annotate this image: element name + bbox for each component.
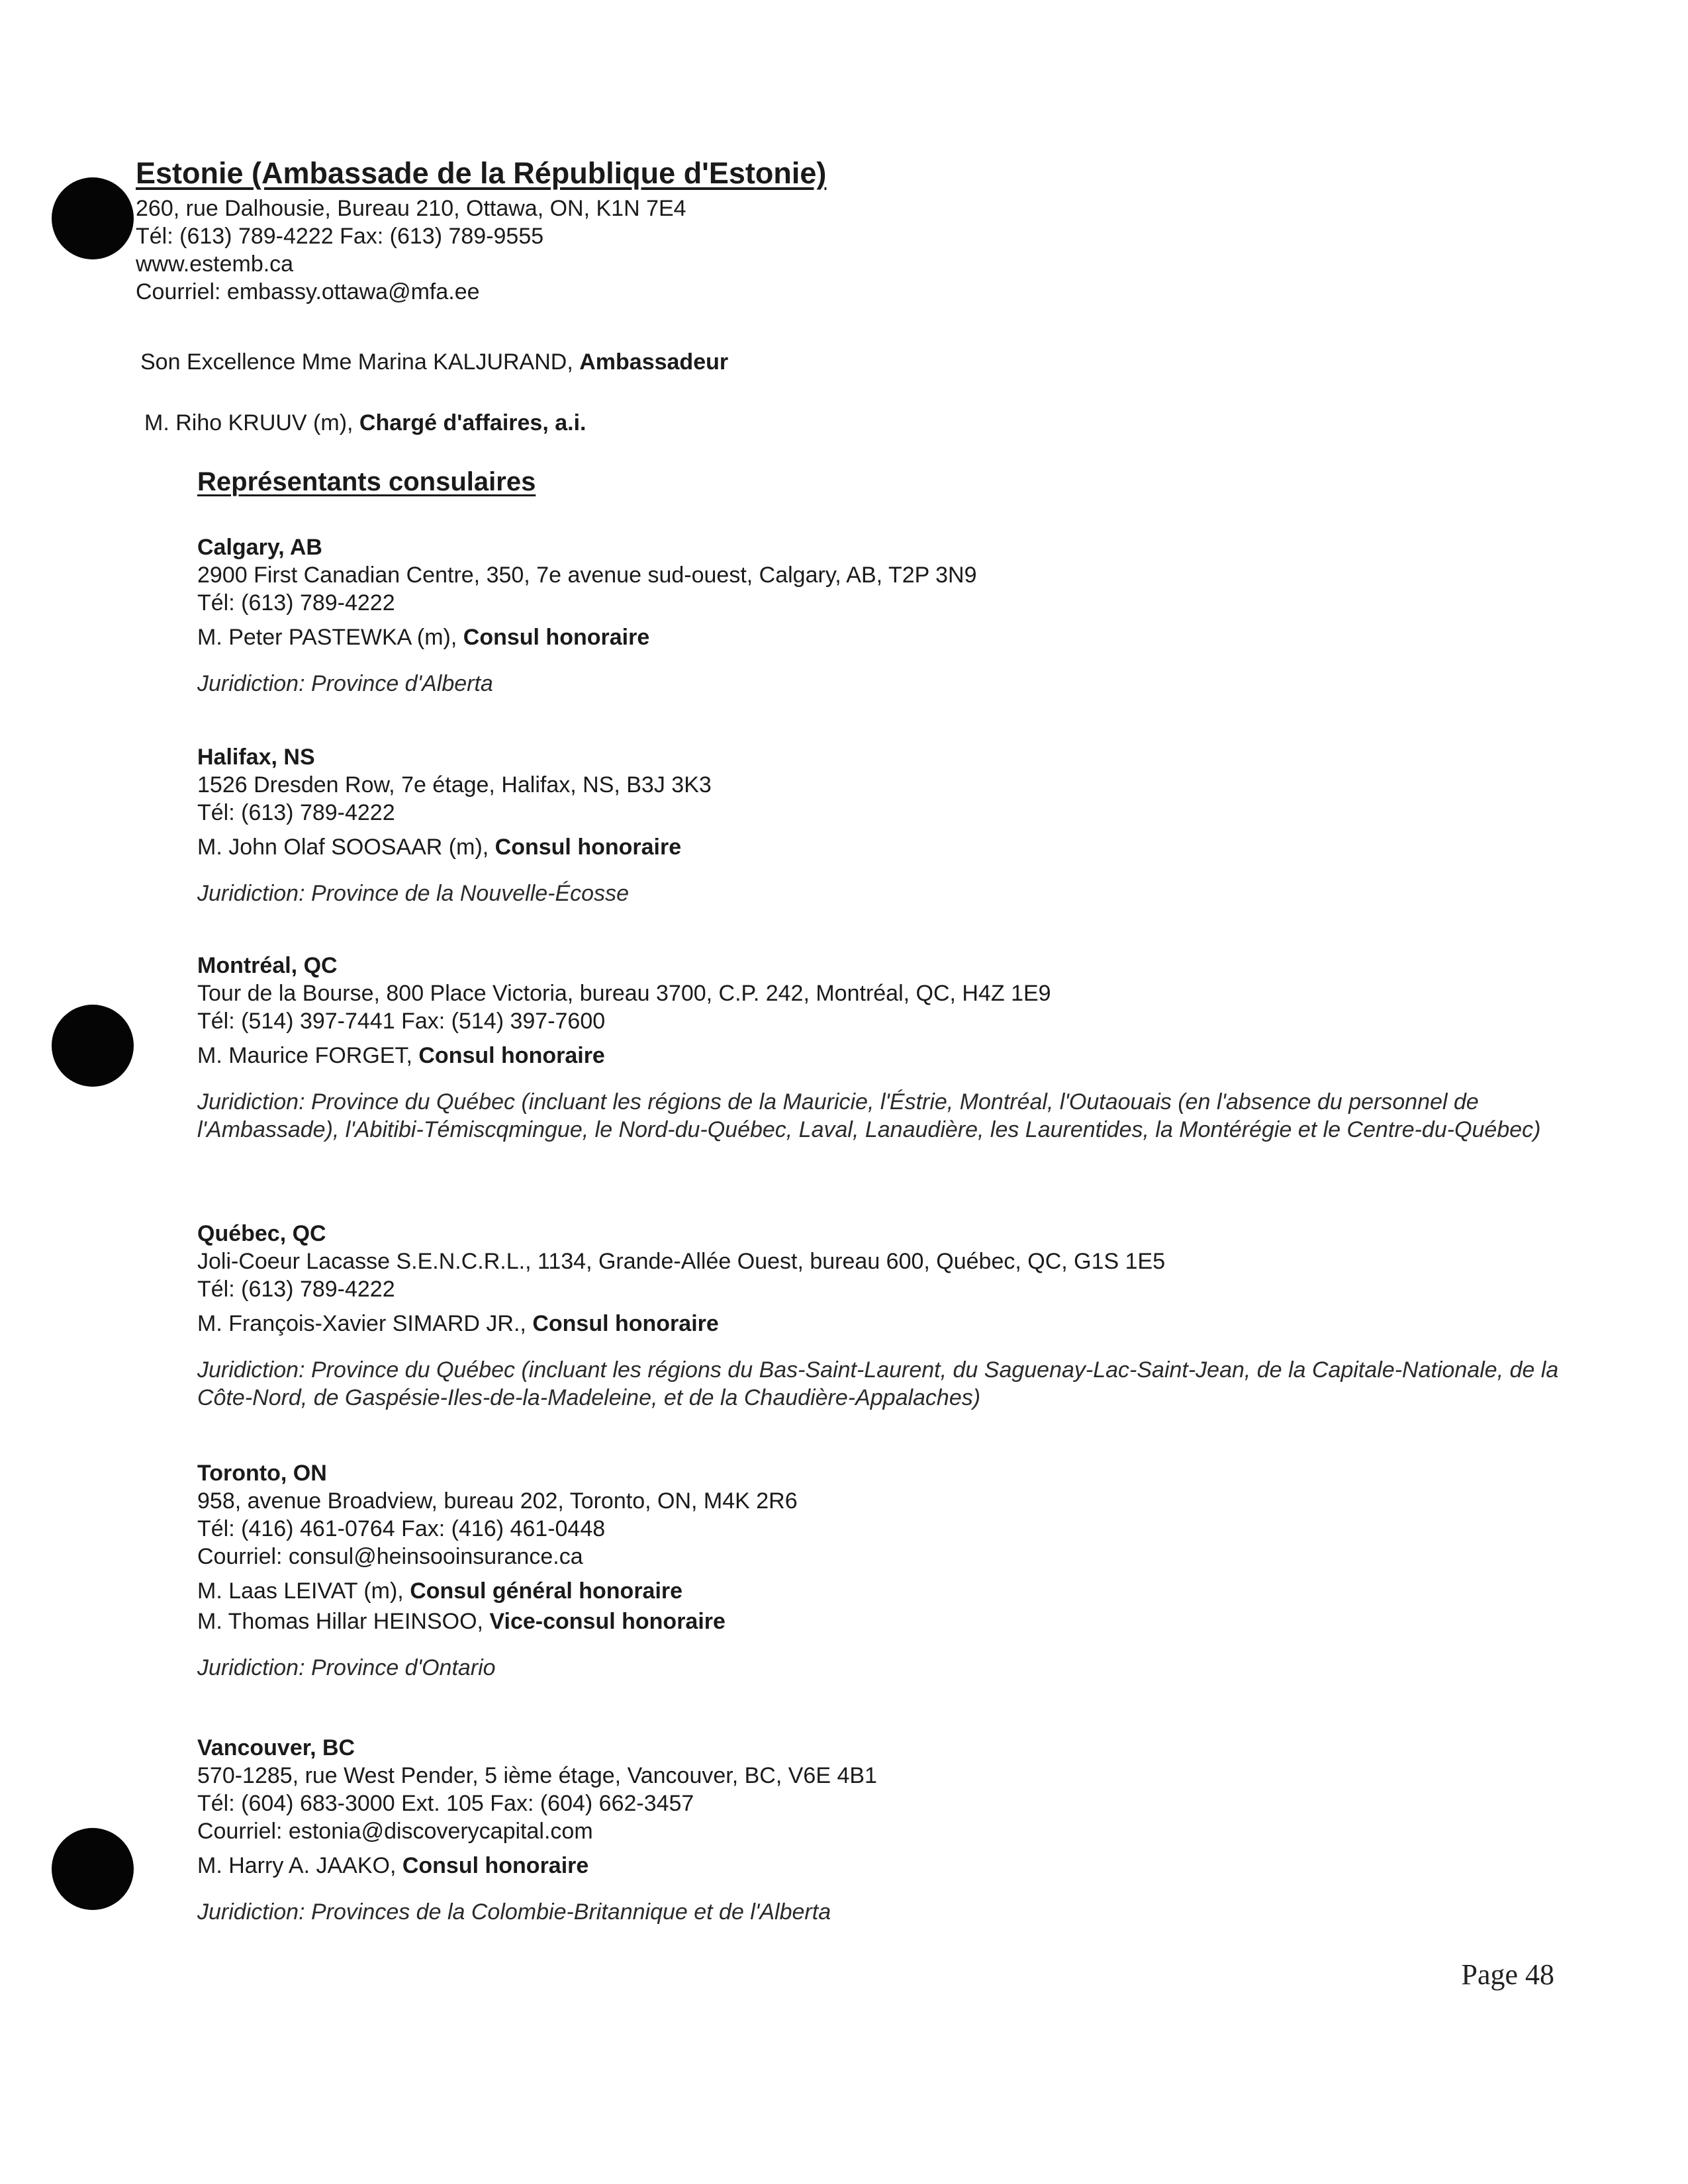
office-jurisdiction: Juridiction: Province du Québec (incluant les régions de la Mauricie, l'Éstrie, Montréal, l'Outaouais (en l'absence du personnel de l'Ambassade), l'Abitibi-Témiscqmingue, le Nord-du-Québec, Laval, Lanaudière, les Laurentides, la Montérégie et le Centre-du-Québec)	[197, 1089, 1541, 1142]
ambassador-line	[140, 349, 728, 375]
embassy-address: 260, rue Dalhousie, Bureau 210, Ottawa, ON, K1N 7E4	[136, 196, 686, 221]
person-title: Consul général honoraire	[410, 1578, 683, 1604]
office-vancouver	[197, 1734, 1561, 1926]
official-title: Ambassadeur	[579, 349, 729, 375]
office-city: Halifax, NS	[197, 745, 315, 770]
office-address: 958, avenue Broadview, bureau 202, Toronto, ON, M4K 2R6	[197, 1488, 798, 1514]
office-jurisdiction: Juridiction: Province d'Ontario	[197, 1655, 496, 1680]
office-person	[197, 1850, 1561, 1881]
office-address: 570-1285, rue West Pender, 5 ième étage, Vancouver, BC, V6E 4B1	[197, 1763, 877, 1788]
office-calgary	[197, 533, 1561, 698]
office-phone: Tél: (613) 789-4222	[197, 800, 395, 825]
page-number: Page 48	[1461, 1958, 1554, 1991]
embassy-title: Estonie (Ambassade de la République d'Estonie)	[136, 156, 827, 190]
person-name: M. Thomas Hillar HEINSOO,	[197, 1609, 490, 1634]
office-city: Montréal, QC	[197, 953, 338, 978]
office-montreal	[197, 952, 1561, 1144]
person-name: M. François-Xavier SIMARD JR.,	[197, 1311, 533, 1336]
embassy-contact	[136, 195, 686, 306]
office-phone: Tél: (416) 461-0764 Fax: (416) 461-0448	[197, 1516, 606, 1541]
office-halifax	[197, 743, 1561, 907]
embassy-email[interactable]: Courriel: embassy.ottawa@mfa.ee	[136, 279, 480, 304]
official-name: Son Excellence Mme Marina KALJURAND,	[140, 349, 580, 375]
office-address: Tour de la Bourse, 800 Place Victoria, bureau 3700, C.P. 242, Montréal, QC, H4Z 1E9	[197, 981, 1051, 1006]
office-person	[197, 1606, 1561, 1637]
person-name: M. Maurice FORGET,	[197, 1043, 419, 1068]
office-address: 1526 Dresden Row, 7e étage, Halifax, NS, B3J 3K3	[197, 772, 712, 797]
office-jurisdiction: Juridiction: Province du Québec (incluant les régions du Bas-Saint-Laurent, du Saguenay-Lac-Saint-Jean, de la Capitale-Nationale, de la Côte-Nord, de Gaspésie-Iles-de-la-Madeleine, et de la Chaudière-Appalaches)	[197, 1357, 1559, 1410]
punch-hole-top	[52, 177, 134, 259]
office-city: Calgary, AB	[197, 535, 322, 560]
person-title: Vice-consul honoraire	[489, 1609, 726, 1634]
embassy-website[interactable]: www.estemb.ca	[136, 251, 294, 277]
office-quebec	[197, 1220, 1561, 1412]
office-person	[197, 832, 1561, 862]
office-address: 2900 First Canadian Centre, 350, 7e avenue sud-ouest, Calgary, AB, T2P 3N9	[197, 563, 977, 588]
person-title: Consul honoraire	[418, 1043, 605, 1068]
office-toronto	[197, 1459, 1561, 1682]
office-city: Québec, QC	[197, 1221, 326, 1246]
office-jurisdiction: Juridiction: Province de la Nouvelle-Écosse	[197, 881, 629, 906]
office-jurisdiction: Juridiction: Provinces de la Colombie-Britannique et de l'Alberta	[197, 1899, 831, 1925]
person-name: M. John Olaf SOOSAAR (m),	[197, 835, 495, 860]
office-phone: Tél: (613) 789-4222	[197, 1277, 395, 1302]
punch-hole-middle	[52, 1005, 134, 1087]
office-email[interactable]: Courriel: estonia@discoverycapital.com	[197, 1819, 593, 1844]
office-jurisdiction: Juridiction: Province d'Alberta	[197, 671, 493, 696]
person-name: M. Harry A. JAAKO,	[197, 1853, 402, 1878]
office-phone: Tél: (514) 397-7441 Fax: (514) 397-7600	[197, 1009, 606, 1034]
office-person	[197, 622, 1561, 653]
person-name: M. Peter PASTEWKA (m),	[197, 625, 463, 650]
office-city: Toronto, ON	[197, 1461, 327, 1486]
office-phone: Tél: (613) 789-4222	[197, 590, 395, 615]
office-person	[197, 1040, 1561, 1071]
office-person	[197, 1308, 1561, 1339]
charge-affaires-line	[144, 410, 586, 436]
office-person	[197, 1576, 1561, 1606]
office-address: Joli-Coeur Lacasse S.E.N.C.R.L., 1134, Grande-Allée Ouest, bureau 600, Québec, QC, G1S 1E5	[197, 1249, 1166, 1274]
person-title: Consul honoraire	[402, 1853, 589, 1878]
person-title: Consul honoraire	[532, 1311, 719, 1336]
person-title: Consul honoraire	[494, 835, 682, 860]
official-name: M. Riho KRUUV (m),	[144, 410, 359, 435]
section-title: Représentants consulaires	[197, 467, 536, 496]
office-email[interactable]: Courriel: consul@heinsooinsurance.ca	[197, 1544, 583, 1569]
person-title: Consul honoraire	[463, 625, 650, 650]
punch-hole-bottom	[52, 1828, 134, 1910]
official-title: Chargé d'affaires, a.i.	[359, 410, 586, 435]
office-phone: Tél: (604) 683-3000 Ext. 105 Fax: (604) 662-3457	[197, 1791, 694, 1816]
embassy-phone-fax: Tél: (613) 789-4222 Fax: (613) 789-9555	[136, 224, 544, 249]
person-name: M. Laas LEIVAT (m),	[197, 1578, 410, 1604]
office-city: Vancouver, BC	[197, 1735, 355, 1760]
